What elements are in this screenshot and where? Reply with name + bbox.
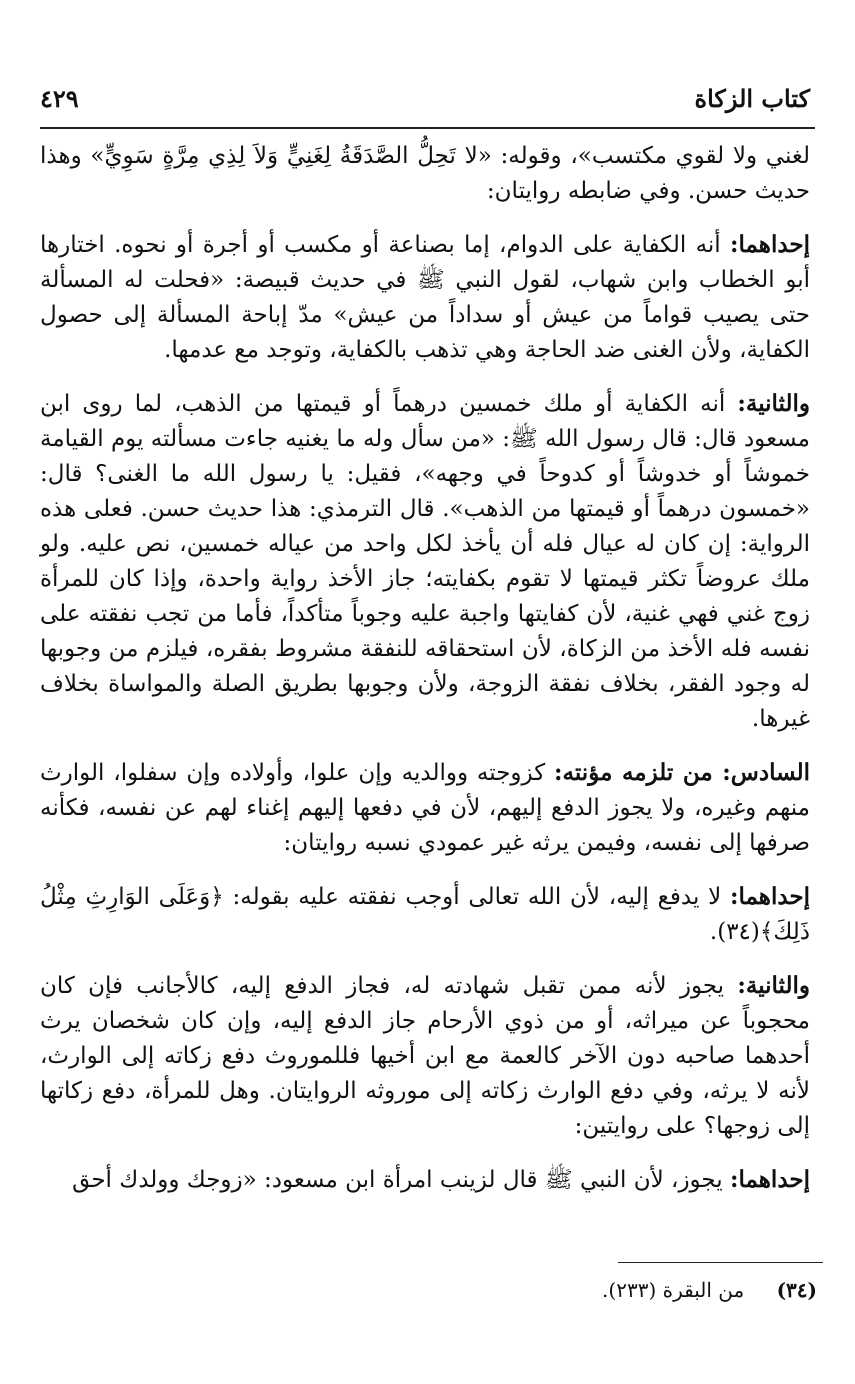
paragraph: [40, 879, 810, 950]
paragraph-lead: إحداهما:: [730, 231, 811, 258]
paragraph: [40, 968, 810, 1144]
paragraph-text: أنه الكفاية على الدوام، إما بصناعة أو مكسب أو أجرة أو نحوه. اختارها أبو الخطاب وابن شهاب، لقول النبي ﷺ في حديث قبيصة: «فحلت له المسألة حتى يصيب قواماً من عيش أو سداداً من عيش» مدّ إباحة المسألة إلى حصول الكفاية، ولأن الغنى ضد الحاجة وهي تذهب بالكفاية، وتوجد مع عدمها.: [40, 232, 810, 363]
footnote-rule: [618, 1262, 823, 1263]
paragraph-text: يجوز، لأن النبي ﷺ قال لزينب امرأة ابن مسعود: «زوجك وولدك أحق: [72, 1167, 723, 1193]
chapter-title: كتاب الزكاة: [694, 83, 810, 113]
paragraph: [40, 1162, 810, 1198]
footnote-number: (٣٤): [776, 1278, 817, 1302]
page-number: ٤٢٩: [40, 83, 79, 113]
footnote: [40, 1275, 817, 1305]
paragraph: [40, 386, 810, 737]
paragraph-text: كزوجته ووالديه وإن علوا، وأولاده وإن سفلوا، الوارث منهم وغيره، ولا يجوز الدفع إليهم، لأن في دفعها إليهم إغناء لهم عن نفسه، فكأنه صرفها إلى نفسه، وفيمن يرثه غير عمودي نسبه روايتان:: [40, 760, 810, 856]
paragraph: [40, 138, 810, 209]
page-header: [40, 80, 810, 116]
paragraph-lead: إحداهما:: [730, 1166, 810, 1193]
paragraph-text: يجوز لأنه ممن تقبل شهادته له، فجاز الدفع إليه، كالأجانب فإن كان محجوباً عن ميراثه، أو من ذوي الأرحام جاز الدفع إليه، وإن كان شخصان يرث أحدهما صاحبه دون الآخر كالعمة مع ابن أخيها فللموروث دفع زكاته إلى الوارث، لأنه لا يرثه، وفي دفع الوارث زكاته إلى موروثه الروايتان. وهل للمرأة، دفع زكاتها إلى زوجها؟ على روايتين:: [40, 973, 810, 1139]
footnote-text: من البقرة (٢٣٣).: [602, 1278, 745, 1302]
header-rule: [40, 127, 815, 129]
paragraph: [40, 755, 810, 861]
paragraph-lead: السادس: من تلزمه مؤنته:: [554, 759, 810, 786]
paragraph-text: أنه الكفاية أو ملك خمسين درهماً أو قيمتها من الذهب، لما روى ابن مسعود قال: قال رسول الله ﷺ: «من سأل وله ما يغنيه جاءت مسألته يوم القيامة خموشاً أو خدوشاً أو كدوحاً في وجهه»، فقيل: يا رسول الله ما الغنى؟ قال: «خمسون درهماً أو قيمتها من الذهب». قال الترمذي: هذا حديث حسن. فعلى هذه الرواية: إن كان له عيال فله أن يأخذ لكل واحد من عياله خمسين، نص عليه. ولو ملك عروضاً تكثر قيمتها لا تقوم بكفايته؛ جاز الأخذ رواية واحدة، وإذا كان للمرأة زوج غني فهي غنية، لأن كفايتها واجبة عليه وجوباً متأكداً، فأما من تجب نفقته على نفسه فله الأخذ من الزكاة، لأن استحقاقه للنفقة مشروط بفقره، فيلزم من وجوبها له وجود الفقر، بخلاف نفقة الزوجة، ولأن وجوبها بطريق الصلة والمواساة بخلاف غيرها.: [40, 391, 810, 732]
paragraph-text: لغني ولا لقوي مكتسب»، وقوله: «لا تَحِلُّ الصَّدَقَةُ لِغَنِيٍّ وَلاَ لِذِي مِرَّةٍ سَوِيٍّ» وهذا حديث حسن. وفي ضابطه روايتان:: [40, 143, 810, 204]
paragraph: [40, 227, 810, 368]
paragraph-lead: والثانية:: [737, 972, 810, 999]
paragraph-lead: والثانية:: [737, 390, 811, 417]
paragraph-lead: إحداهما:: [730, 883, 811, 910]
paragraph-text: لا يدفع إليه، لأن الله تعالى أوجب نفقته عليه بقوله: ﴿وَعَلَى الوَارِثِ مِثْلُ ذَلِكَ﴾(٣٤).: [40, 884, 810, 945]
main-text: [40, 138, 810, 1216]
